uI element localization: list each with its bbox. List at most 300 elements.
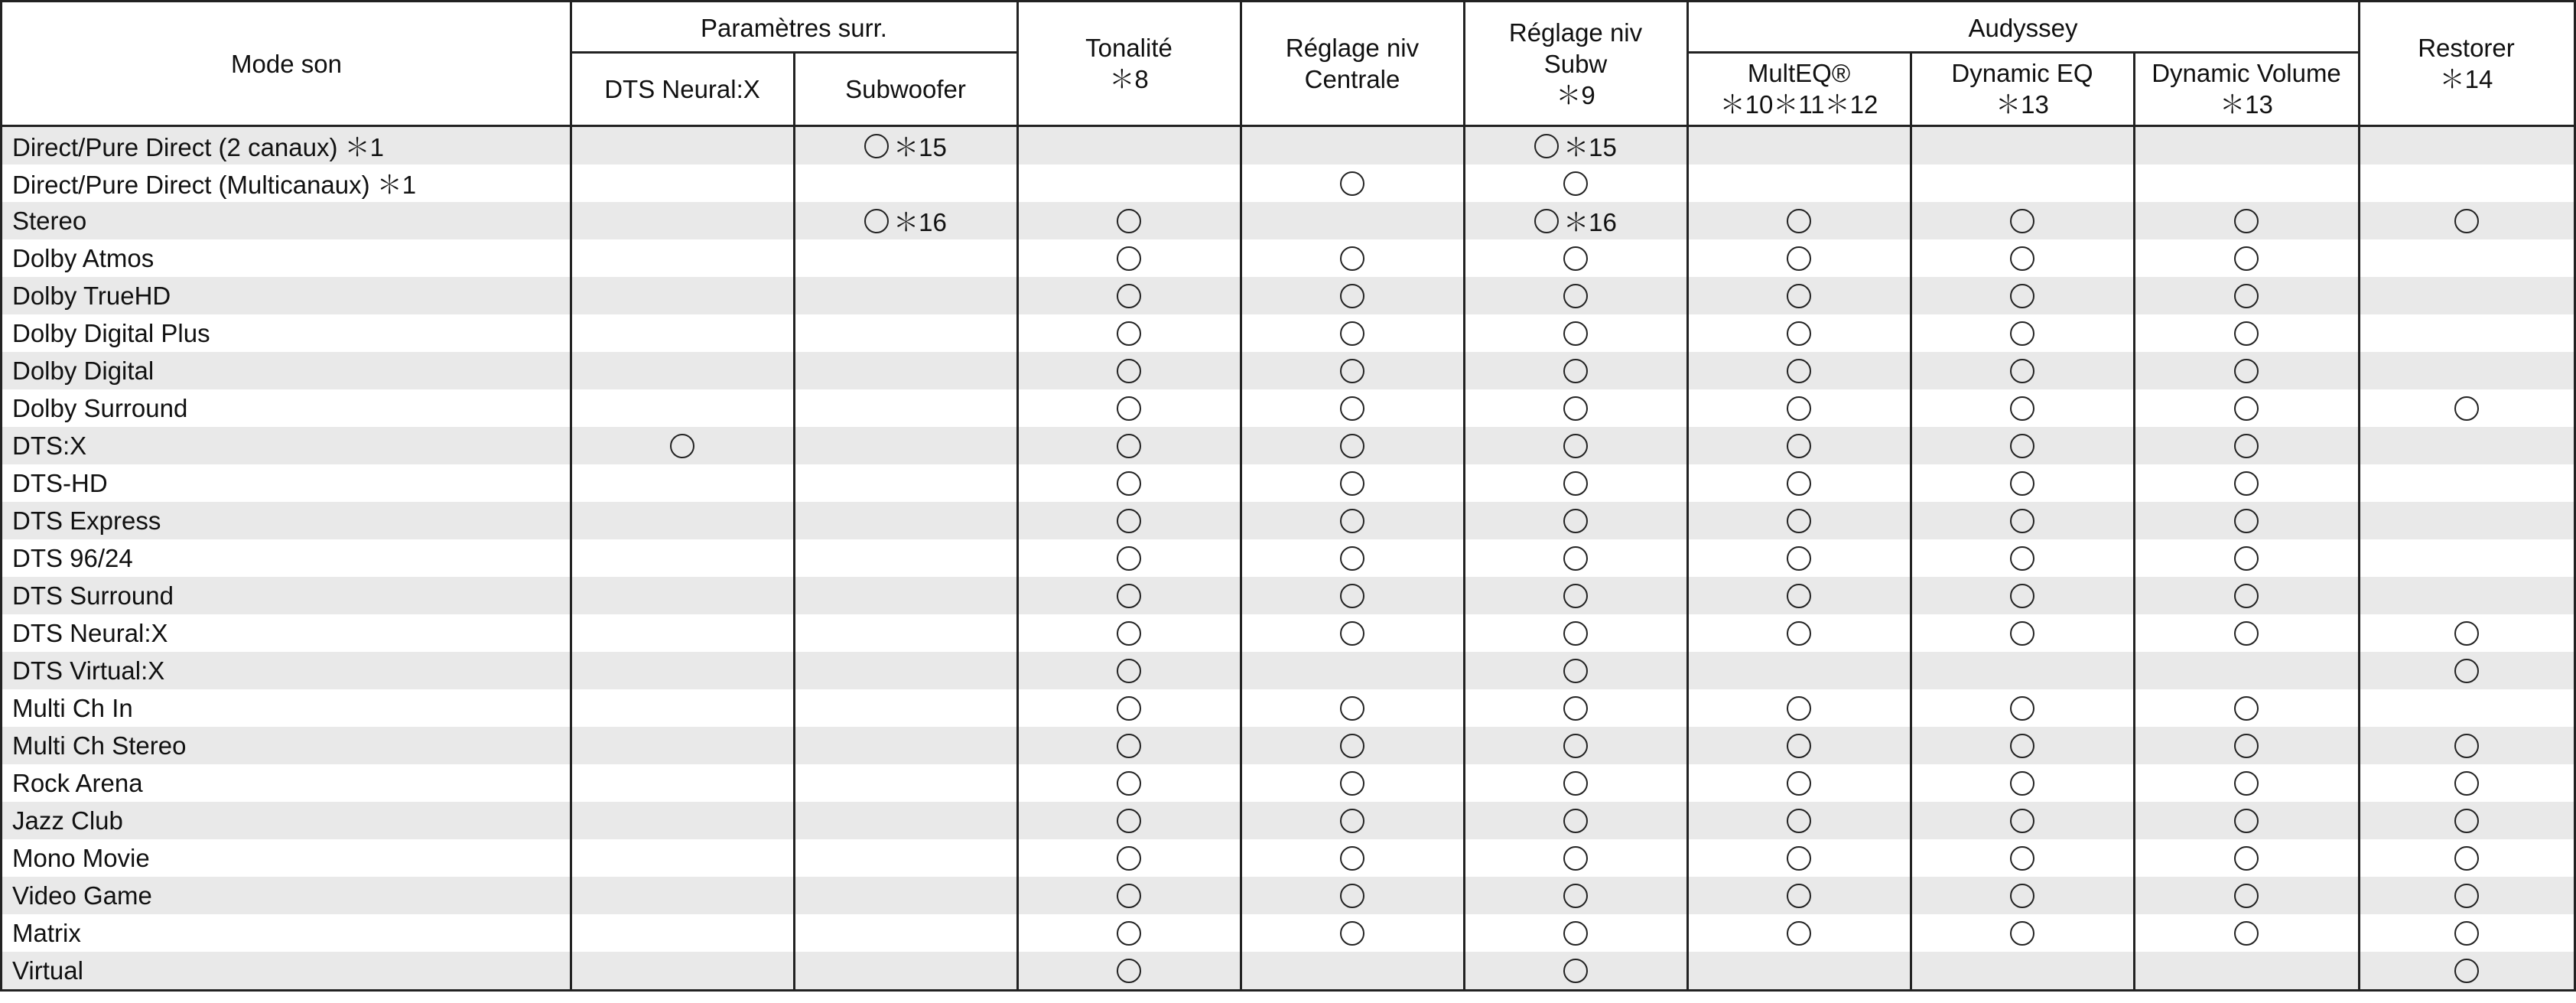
support-mark (2359, 877, 2574, 914)
circle-icon (1787, 509, 1811, 533)
grid-line (2133, 51, 2135, 992)
circle-icon (1787, 434, 1811, 458)
support-mark (1687, 314, 1911, 352)
grid-line (0, 0, 2, 992)
footnote-ref: ＊15 (893, 133, 947, 161)
circle-icon (2234, 509, 2259, 533)
support-mark (1911, 277, 2134, 314)
circle-icon (1117, 809, 1141, 833)
circle-icon (2010, 546, 2034, 571)
circle-icon (1563, 509, 1588, 533)
circle-icon (2010, 434, 2034, 458)
support-mark (1464, 277, 1687, 314)
circle-icon (1787, 396, 1811, 421)
circle-icon (2010, 696, 2034, 721)
circle-icon (2234, 696, 2259, 721)
support-mark (1241, 352, 1464, 389)
circle-icon (2234, 546, 2259, 571)
support-mark (1241, 877, 1464, 914)
support-mark (1464, 202, 1687, 239)
circle-icon (2234, 584, 2259, 608)
header-surround-group-text: Paramètres surr. (701, 13, 887, 42)
circle-icon (2234, 884, 2259, 908)
header-dynamic-volume (2134, 53, 2359, 125)
support-mark (1017, 427, 1241, 464)
row-label: DTS Express (12, 506, 161, 535)
header-audyssey-group (1687, 2, 2359, 53)
support-mark (1241, 277, 1464, 314)
support-mark (1687, 727, 1911, 764)
circle-icon (2010, 509, 2034, 533)
support-mark (2359, 389, 2574, 427)
circle-icon (1563, 959, 1588, 983)
circle-icon (1787, 209, 1811, 233)
circle-icon (1117, 659, 1141, 683)
support-mark (1241, 839, 1464, 877)
support-mark (1687, 539, 1911, 577)
circle-icon (2010, 471, 2034, 496)
circle-icon (1340, 434, 1364, 458)
support-mark (1464, 427, 1687, 464)
support-mark (1911, 464, 2134, 502)
header-multeq (1687, 53, 1911, 125)
header-dynvol-line2: ＊13 (2220, 90, 2273, 119)
circle-icon (2234, 471, 2259, 496)
circle-icon (1117, 696, 1141, 721)
circle-icon (1340, 509, 1364, 533)
support-mark (1241, 689, 1464, 727)
support-mark (1464, 539, 1687, 577)
circle-icon (2010, 809, 2034, 833)
support-mark (1241, 914, 1464, 952)
header-mode-son-text: Mode son (231, 49, 342, 78)
support-mark (2359, 952, 2574, 989)
row-label: Direct/Pure Direct (2 canaux) ＊1 (12, 133, 384, 161)
circle-icon (1340, 171, 1364, 196)
circle-icon (1340, 771, 1364, 796)
circle-icon (2234, 809, 2259, 833)
support-mark (1464, 877, 1687, 914)
header-subw-line1: Réglage niv (1508, 18, 1643, 47)
support-mark (1687, 577, 1911, 614)
circle-icon (1117, 921, 1141, 946)
circle-icon (1563, 246, 1588, 271)
support-mark (1687, 914, 1911, 952)
circle-icon (2454, 771, 2479, 796)
grid-line (793, 51, 795, 992)
grid-line (570, 0, 572, 992)
support-mark (1017, 952, 1241, 989)
circle-icon (2234, 734, 2259, 758)
grid-line (0, 989, 2576, 992)
support-mark (1464, 614, 1687, 652)
circle-icon (1787, 471, 1811, 496)
support-mark (1911, 914, 2134, 952)
circle-icon (2454, 959, 2479, 983)
circle-icon (2010, 284, 2034, 308)
support-mark (2134, 464, 2359, 502)
support-mark (2359, 764, 2574, 802)
circle-icon (1340, 884, 1364, 908)
circle-icon (1563, 921, 1588, 946)
support-mark (2134, 539, 2359, 577)
support-mark (1464, 802, 1687, 839)
row-label: DTS:X (12, 431, 87, 460)
support-mark (1241, 164, 1464, 202)
circle-icon (864, 209, 889, 233)
circle-icon (1563, 321, 1588, 346)
row-label: Multi Ch Stereo (12, 731, 187, 760)
circle-icon (1340, 734, 1364, 758)
support-mark (1911, 727, 2134, 764)
support-mark (1017, 839, 1241, 877)
support-mark (1241, 614, 1464, 652)
circle-icon (1534, 209, 1559, 233)
circle-icon (1340, 846, 1364, 871)
support-mark (2134, 839, 2359, 877)
grid-line (1687, 51, 2359, 54)
footnote-ref: ＊16 (1563, 208, 1617, 236)
row-label: DTS Virtual:X (12, 656, 165, 685)
circle-icon (1787, 884, 1811, 908)
circle-icon (1787, 846, 1811, 871)
circle-icon (1563, 471, 1588, 496)
row-label: Virtual (12, 956, 83, 985)
support-mark (1017, 389, 1241, 427)
support-mark (1464, 914, 1687, 952)
support-mark (2359, 652, 2574, 689)
circle-icon (2454, 209, 2479, 233)
header-tonalite-line1: Tonalité (1085, 34, 1173, 62)
row-label: Mono Movie (12, 843, 150, 872)
header-restorer-line2: ＊14 (2439, 65, 2493, 93)
header-tonalite (1017, 2, 1241, 125)
support-mark (1241, 389, 1464, 427)
circle-icon (2010, 246, 2034, 271)
support-mark (1911, 577, 2134, 614)
table-row (2, 952, 2574, 989)
support-mark (2359, 202, 2574, 239)
circle-icon (1117, 546, 1141, 571)
support-mark (1017, 464, 1241, 502)
support-mark (1687, 352, 1911, 389)
support-mark (1017, 727, 1241, 764)
circle-icon (2234, 321, 2259, 346)
header-dyneq-line2: ＊13 (1995, 90, 2049, 119)
circle-icon (1563, 359, 1588, 383)
header-restorer (2359, 2, 2574, 125)
circle-icon (2234, 771, 2259, 796)
grid-line (0, 0, 2576, 2)
circle-icon (1563, 696, 1588, 721)
support-mark (1911, 839, 2134, 877)
circle-icon (1117, 734, 1141, 758)
support-mark (1911, 202, 2134, 239)
header-subwoofer (794, 53, 1017, 125)
circle-icon (1340, 471, 1364, 496)
row-label: Dolby Digital Plus (12, 318, 210, 347)
circle-icon (1787, 321, 1811, 346)
support-mark (2134, 764, 2359, 802)
circle-icon (1563, 771, 1588, 796)
circle-icon (1563, 659, 1588, 683)
circle-icon (2010, 846, 2034, 871)
circle-icon (1117, 209, 1141, 233)
circle-icon (2454, 884, 2479, 908)
support-mark (1017, 277, 1241, 314)
circle-icon (1340, 921, 1364, 946)
row-label: Video Game (12, 881, 152, 910)
support-mark (2359, 802, 2574, 839)
support-mark (1687, 464, 1911, 502)
circle-icon (1117, 884, 1141, 908)
circle-icon (1340, 321, 1364, 346)
support-mark (1464, 314, 1687, 352)
circle-icon (1117, 509, 1141, 533)
support-mark (2134, 239, 2359, 277)
support-mark (2359, 614, 2574, 652)
row-label: Matrix (12, 918, 81, 947)
header-centrale-line2: Centrale (1304, 65, 1400, 93)
support-mark (2134, 352, 2359, 389)
circle-icon (1340, 809, 1364, 833)
support-mark (1017, 914, 1241, 952)
circle-icon (1787, 696, 1811, 721)
support-mark (2134, 727, 2359, 764)
circle-icon (1117, 434, 1141, 458)
support-mark (1017, 314, 1241, 352)
circle-icon (2234, 621, 2259, 646)
circle-icon (1563, 621, 1588, 646)
header-dts-neural-text: DTS Neural:X (604, 74, 760, 103)
support-mark (1017, 239, 1241, 277)
circle-icon (1117, 396, 1141, 421)
circle-icon (1787, 359, 1811, 383)
support-mark (2134, 689, 2359, 727)
row-label: Dolby Digital (12, 356, 154, 385)
support-mark (1687, 239, 1911, 277)
header-audyssey-text: Audyssey (1968, 13, 2078, 42)
circle-icon (1340, 621, 1364, 646)
header-mode-son (2, 2, 571, 125)
circle-icon (1563, 434, 1588, 458)
support-mark (1017, 614, 1241, 652)
row-label: Dolby Atmos (12, 243, 154, 272)
circle-icon (2010, 621, 2034, 646)
grid-line (0, 125, 2576, 127)
circle-icon (670, 434, 694, 458)
row-label: Stereo (12, 206, 87, 235)
circle-icon (2010, 359, 2034, 383)
circle-icon (1563, 284, 1588, 308)
circle-icon (1563, 846, 1588, 871)
circle-icon (1563, 884, 1588, 908)
circle-icon (2010, 884, 2034, 908)
support-mark (1687, 277, 1911, 314)
support-mark (1464, 764, 1687, 802)
support-mark (1241, 502, 1464, 539)
row-label: DTS Neural:X (12, 618, 168, 647)
circle-icon (1340, 696, 1364, 721)
row-label: Dolby TrueHD (12, 281, 171, 310)
header-reglage-centrale (1241, 2, 1464, 125)
support-mark (2359, 914, 2574, 952)
grid-line (1910, 51, 1912, 992)
support-mark (2134, 614, 2359, 652)
support-mark (1911, 802, 2134, 839)
support-mark (1911, 389, 2134, 427)
support-mark (2134, 914, 2359, 952)
circle-icon (1340, 546, 1364, 571)
support-mark (1464, 352, 1687, 389)
support-mark (1017, 202, 1241, 239)
support-mark (1241, 539, 1464, 577)
header-restorer-line1: Restorer (2418, 34, 2515, 62)
table-row (2, 127, 2574, 164)
header-dynvol-line1: Dynamic Volume (2152, 59, 2341, 87)
support-mark (1241, 577, 1464, 614)
support-mark (1687, 502, 1911, 539)
grid-line (1240, 0, 1242, 992)
row-label: Multi Ch In (12, 693, 133, 722)
support-mark (1017, 877, 1241, 914)
header-surround-group (571, 2, 1017, 53)
support-mark (1017, 502, 1241, 539)
row-label: Jazz Club (12, 806, 123, 835)
support-mark (1687, 389, 1911, 427)
support-mark (1687, 689, 1911, 727)
circle-icon (1563, 396, 1588, 421)
support-mark (1464, 839, 1687, 877)
grid-line (1016, 0, 1019, 992)
circle-icon (1563, 809, 1588, 833)
circle-icon (1787, 546, 1811, 571)
circle-icon (1787, 584, 1811, 608)
support-mark (1687, 877, 1911, 914)
table-row (2, 652, 2574, 689)
support-mark (2134, 314, 2359, 352)
support-mark (1017, 652, 1241, 689)
circle-icon (1117, 621, 1141, 646)
support-mark (1241, 314, 1464, 352)
header-multeq-line1: MultEQ® (1747, 59, 1851, 87)
header-subwoofer-text: Subwoofer (845, 74, 966, 103)
support-mark (571, 427, 794, 464)
circle-icon (1340, 359, 1364, 383)
circle-icon (2454, 621, 2479, 646)
support-mark (1911, 614, 2134, 652)
support-mark (1017, 352, 1241, 389)
circle-icon (2454, 921, 2479, 946)
circle-icon (1787, 921, 1811, 946)
support-mark (2134, 502, 2359, 539)
support-mark (2134, 389, 2359, 427)
support-mark (1464, 652, 1687, 689)
support-mark (1241, 239, 1464, 277)
support-mark (1911, 877, 2134, 914)
circle-icon (1340, 584, 1364, 608)
support-mark (1911, 502, 2134, 539)
grid-line (2358, 0, 2360, 992)
circle-icon (2234, 434, 2259, 458)
circle-icon (1787, 809, 1811, 833)
support-mark (1017, 689, 1241, 727)
header-multeq-line2: ＊10＊11＊12 (1719, 90, 1878, 119)
grid-line (1686, 0, 1689, 992)
support-mark (1911, 689, 2134, 727)
support-mark (2134, 202, 2359, 239)
circle-icon (1117, 846, 1141, 871)
support-mark (1241, 727, 1464, 764)
circle-icon (2234, 846, 2259, 871)
footnote-ref: ＊16 (893, 208, 947, 236)
support-mark (2134, 877, 2359, 914)
support-mark (1464, 689, 1687, 727)
support-mark (1911, 764, 2134, 802)
support-mark (1241, 764, 1464, 802)
circle-icon (1787, 284, 1811, 308)
support-mark (1687, 839, 1911, 877)
support-mark (1464, 464, 1687, 502)
support-mark (1464, 164, 1687, 202)
support-mark (1017, 539, 1241, 577)
header-dynamic-eq (1911, 53, 2134, 125)
support-mark (1911, 352, 2134, 389)
circle-icon (2234, 396, 2259, 421)
support-mark (1241, 464, 1464, 502)
support-mark (1687, 802, 1911, 839)
circle-icon (1117, 359, 1141, 383)
support-mark (1464, 727, 1687, 764)
circle-icon (1117, 771, 1141, 796)
support-mark (2134, 577, 2359, 614)
support-mark (1687, 764, 1911, 802)
support-mark (794, 202, 1017, 239)
row-label: DTS 96/24 (12, 543, 133, 572)
support-mark (794, 127, 1017, 164)
header-subw-line3: ＊9 (1556, 80, 1595, 109)
support-mark (1464, 952, 1687, 989)
circle-icon (1117, 284, 1141, 308)
support-mark (1464, 577, 1687, 614)
circle-icon (1563, 734, 1588, 758)
circle-icon (1340, 396, 1364, 421)
support-mark (2134, 802, 2359, 839)
support-mark (1911, 239, 2134, 277)
circle-icon (1117, 471, 1141, 496)
support-mark (1017, 802, 1241, 839)
circle-icon (2010, 209, 2034, 233)
circle-icon (2010, 771, 2034, 796)
circle-icon (864, 134, 889, 158)
circle-icon (1787, 621, 1811, 646)
header-dts-neural (571, 53, 794, 125)
circle-icon (1117, 246, 1141, 271)
support-mark (2134, 277, 2359, 314)
circle-icon (1563, 546, 1588, 571)
circle-icon (1340, 246, 1364, 271)
circle-icon (2234, 284, 2259, 308)
circle-icon (1117, 321, 1141, 346)
circle-icon (2234, 921, 2259, 946)
circle-icon (1563, 584, 1588, 608)
row-label: Rock Arena (12, 768, 143, 797)
footnote-ref: ＊15 (1563, 133, 1617, 161)
header-reglage-subw (1464, 2, 1687, 125)
header-dyneq-line1: Dynamic EQ (1951, 59, 2093, 87)
support-mark (1464, 502, 1687, 539)
circle-icon (1117, 959, 1141, 983)
